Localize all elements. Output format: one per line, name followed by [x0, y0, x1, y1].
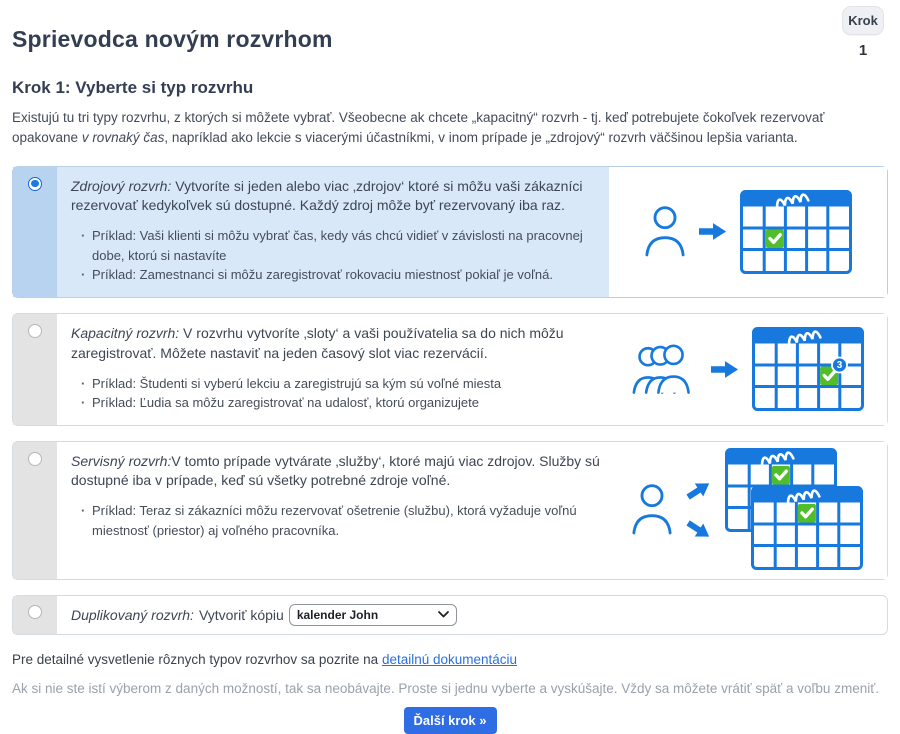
intro-text-end: , napríklad ako lekcie s viacerými účastníkmi, v inom prípade je „zdrojový“ rozvrh väčšinou lepšia varianta.	[164, 130, 798, 146]
step-badge: Krok	[842, 6, 884, 35]
radio-column	[13, 596, 57, 634]
person-icon	[631, 483, 673, 537]
calendar-icon	[752, 327, 864, 411]
arrow-right-icon	[699, 222, 727, 241]
count-badge-number: 3	[836, 360, 843, 372]
option-graphic	[609, 442, 887, 579]
example-list	[81, 501, 601, 540]
documentation-line	[12, 652, 888, 667]
option-body	[57, 314, 609, 425]
documentation-link[interactable]: detailnú dokumentáciu	[381, 651, 518, 667]
arrow-right-icon	[711, 360, 739, 379]
option-graphic	[609, 167, 887, 297]
example-item: · Príklad: Vaši klienti si môžu vybrať čas, kedy vás chcú vidieť v závislosti na pracovnej dobe, ktorú si nastavíte	[81, 226, 601, 265]
option-row-service-schedule[interactable]	[12, 441, 888, 580]
step-number: 1	[858, 42, 868, 59]
option-body	[57, 442, 609, 579]
intro-paragraph	[12, 108, 888, 149]
arrow-up-right-icon	[683, 475, 715, 504]
example-list	[81, 374, 601, 413]
group-icon	[632, 342, 698, 396]
example-list	[81, 226, 601, 285]
person-icon	[644, 205, 686, 259]
option-row-capacity-schedule[interactable]	[12, 313, 888, 426]
count-badge	[832, 358, 847, 373]
radio-button[interactable]	[28, 452, 42, 466]
radio-column	[13, 442, 57, 579]
select-value: kalender John	[296, 607, 379, 622]
option-description: Vytvoríte si jeden alebo viac ‚zdrojov‘ ktoré si môžu vaši zákazníci rezervovať kedykoľvek sú dostupné. Každý zdroj môže byť rezervovaný iba raz.	[71, 177, 583, 214]
schedule-copy-select[interactable]	[289, 604, 457, 626]
intro-text-start: Existujú tu tri typy rozvrhu, z ktorých si môžete vybrať. Všeobecne ak chcete „kapacitný“ rozvrh - tj. keď potrebujete čokoľvek rezervovať opakovane	[12, 110, 825, 146]
option-description: Vytvoriť kópiu	[198, 606, 284, 623]
radio-column	[13, 167, 57, 297]
example-item: · Príklad: Študenti si vyberú lekciu a zaregistrujú sa kým sú voľné miesta	[81, 374, 601, 394]
radio-button[interactable]	[28, 324, 42, 338]
option-label: Duplikovaný rozvrh:	[71, 606, 194, 623]
arrow-down-right-icon	[683, 515, 715, 544]
radio-button[interactable]	[28, 605, 42, 619]
calendar-stack	[725, 448, 865, 572]
option-description: V rozvrhu vytvoríte ‚sloty‘ a vaši používatelia sa do nich môžu zaregistrovať. Môžete nastaviť na jeden časový slot viac rezervácií.	[71, 324, 564, 361]
option-label: Servisný rozvrh:	[71, 452, 172, 469]
page-title: Sprievodca novým rozvrhom	[12, 26, 333, 52]
option-row-duplicate-schedule[interactable]	[12, 595, 888, 635]
option-graphic	[609, 314, 887, 425]
step-indicator	[842, 6, 884, 59]
option-label: Zdrojový rozvrh:	[71, 177, 172, 194]
option-row-resource-schedule[interactable]	[12, 166, 888, 298]
intro-text-italic: v rovnaký čas	[81, 130, 165, 146]
section-title: Krok 1: Vyberte si typ rozvrhu	[12, 78, 254, 97]
calendar-icon	[751, 486, 863, 570]
option-description: V tomto prípade vytvárate ‚služby‘, ktoré majú viac zdrojov. Služby sú dostupné iba v prípade, keď sú všetky potrebné zdroje voľné.	[71, 452, 600, 489]
documentation-text: Pre detailné vysvetlenie rôznych typov rozvrhov sa pozrite na	[12, 651, 382, 667]
example-item: · Príklad: Teraz si zákazníci môžu rezervovať ošetrenie (službu), ktorá vyžaduje voľnú miestnosť (priestor) aj voľného pracovníka.	[81, 501, 601, 540]
reassurance-note: Ak si nie ste istí výberom z daných možností, tak sa neobávajte. Proste si jednu vyberte a vyskúšajte. Vždy sa môžete vrátiť späť a voľbu zmeniť.	[12, 680, 880, 696]
option-body	[57, 596, 887, 634]
arrows	[686, 481, 712, 539]
option-label: Kapacitný rozvrh:	[71, 324, 180, 341]
radio-button[interactable]	[28, 177, 42, 191]
example-item: · Príklad: Ľudia sa môžu zaregistrovať na udalosť, ktorú organizujete	[81, 393, 601, 413]
next-step-button[interactable]: Ďalší krok »	[404, 707, 497, 734]
chevron-down-icon	[438, 611, 449, 618]
button-row	[12, 707, 888, 734]
radio-column	[13, 314, 57, 425]
example-item: · Príklad: Zamestnanci si môžu zaregistrovať rokovaciu miestnosť pokiaľ je voľná.	[81, 265, 601, 285]
calendar-icon	[740, 190, 852, 274]
option-body	[57, 167, 609, 297]
